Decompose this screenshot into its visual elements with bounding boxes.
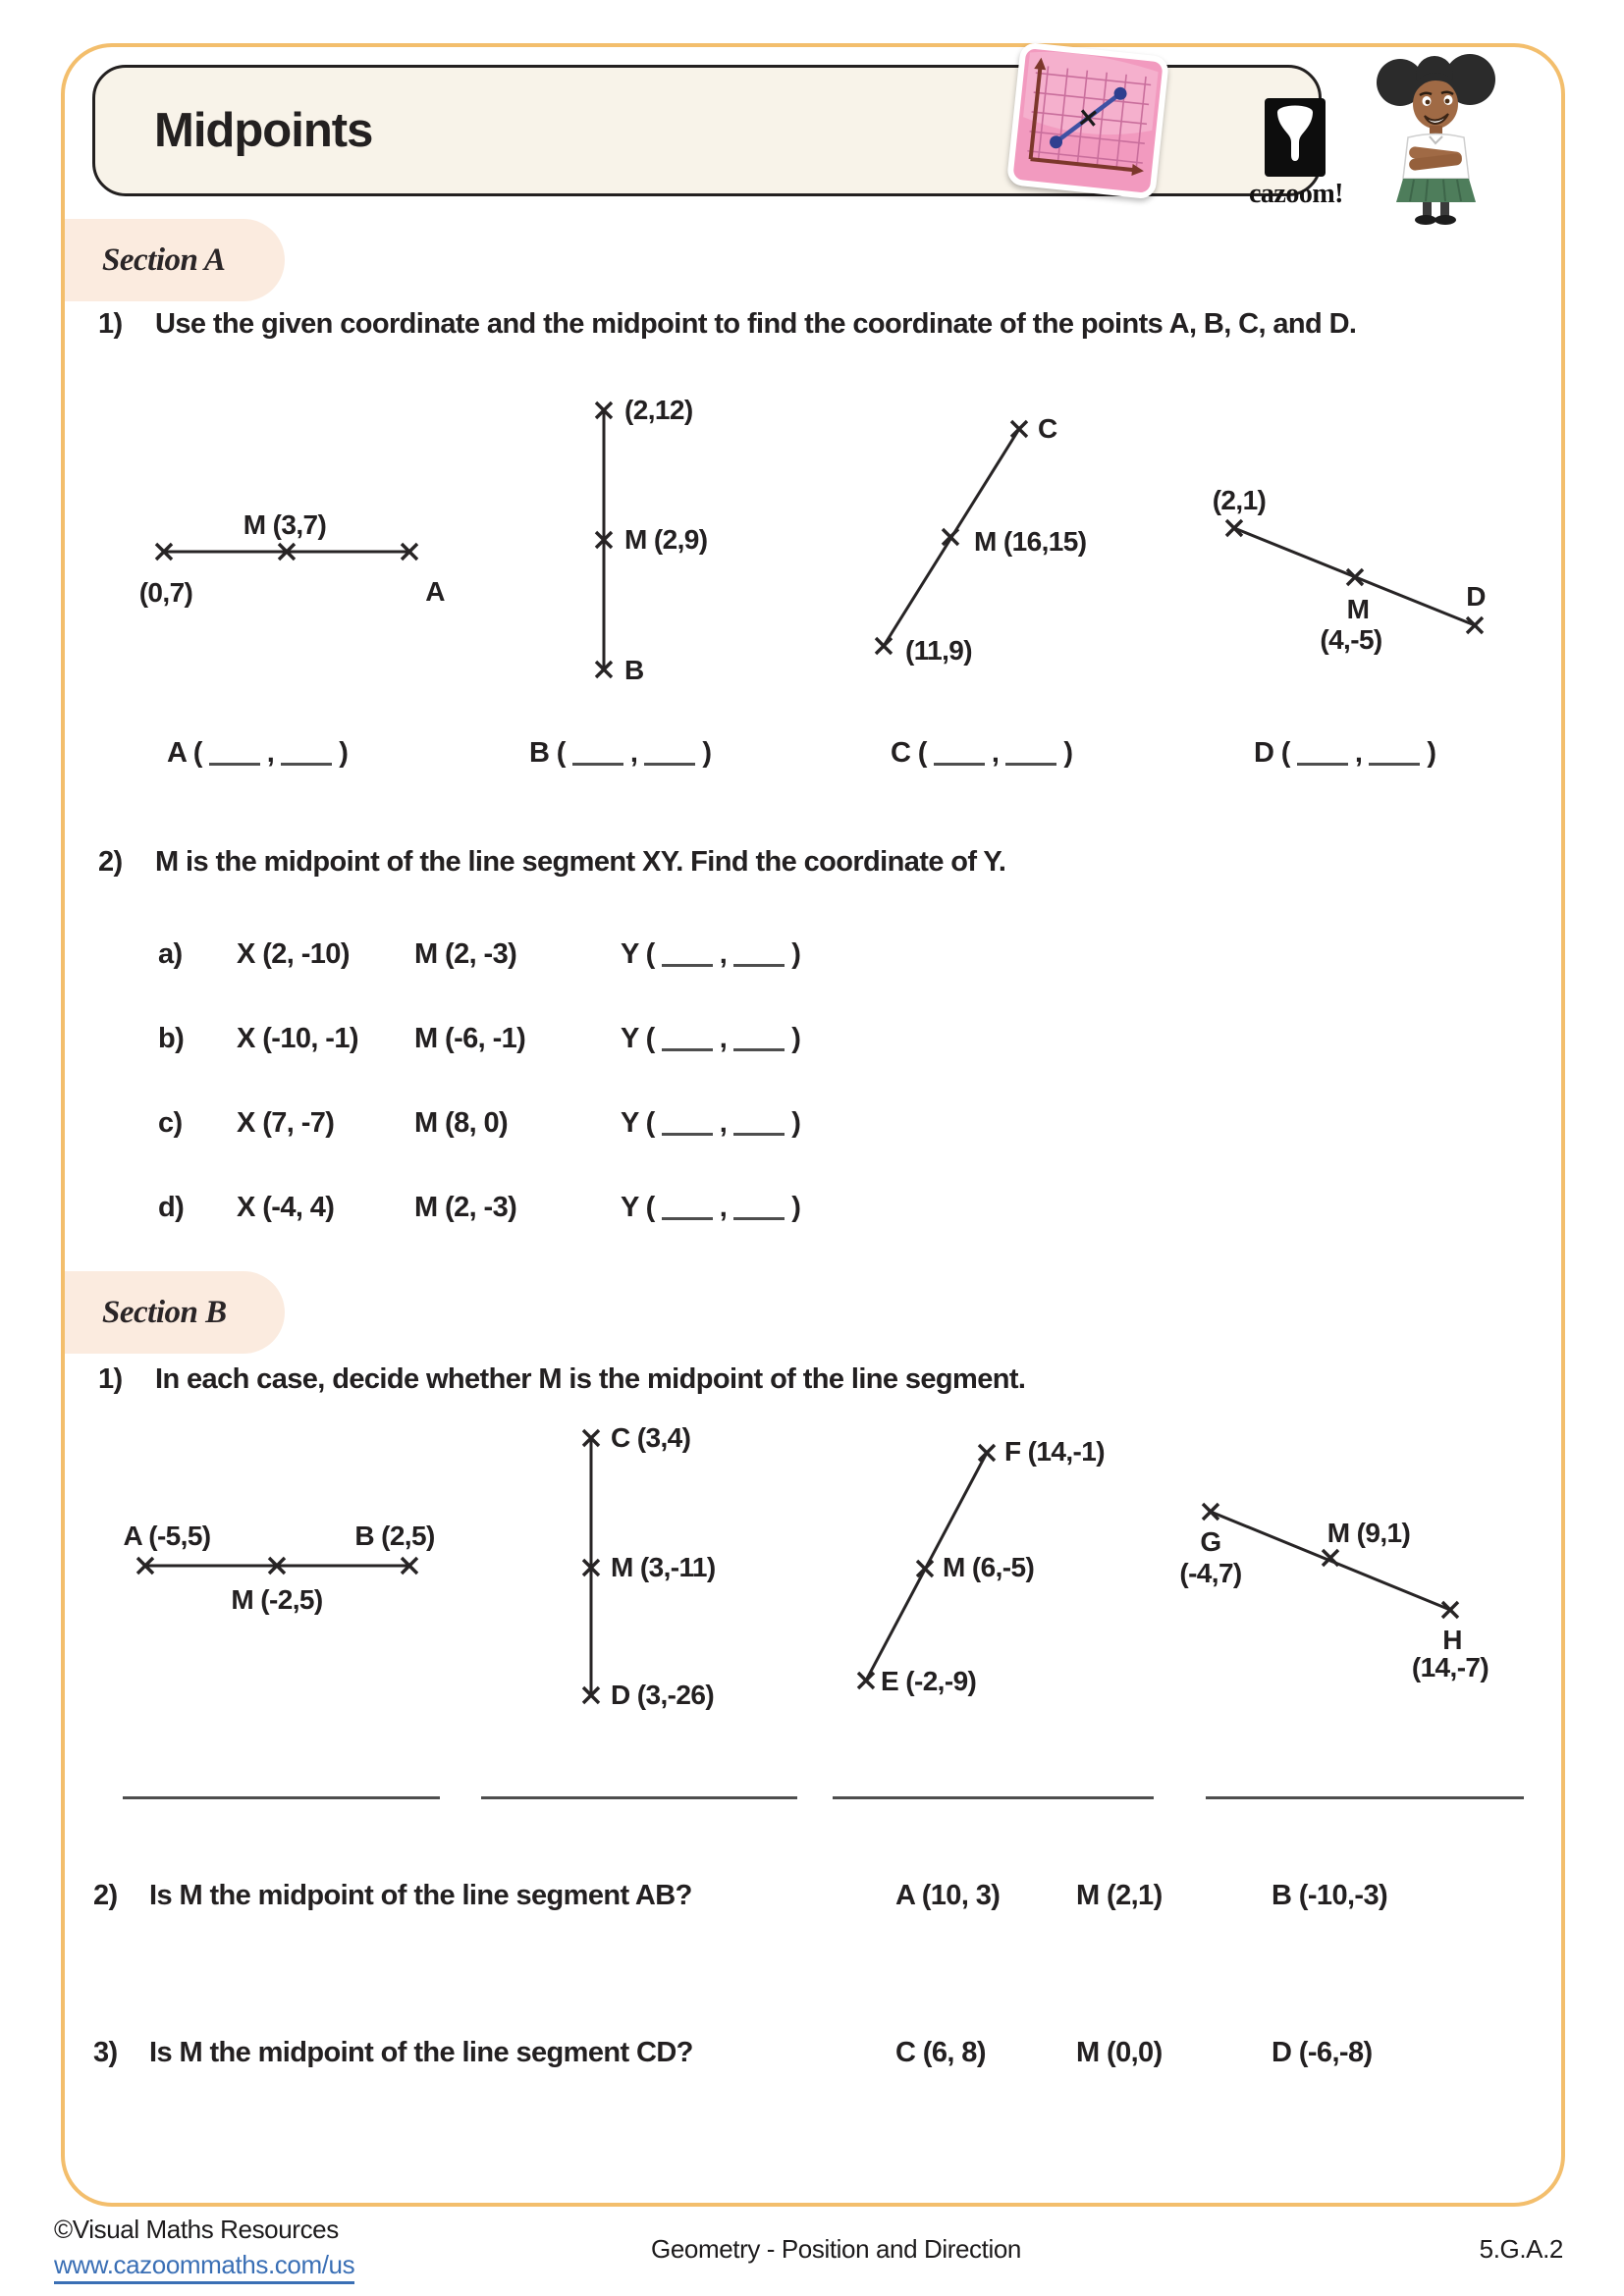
point-label: A (-5,5)	[123, 1521, 211, 1551]
answer-line[interactable]	[481, 1796, 797, 1799]
answer-b-prefix: B (	[529, 737, 566, 769]
answer-b	[529, 738, 711, 770]
row-m: M (-6, -1)	[414, 1023, 526, 1054]
point-label: M (2,9)	[624, 524, 708, 555]
y-comma: ,	[719, 1107, 728, 1139]
qa2-prompt: M is the midpoint of the line segment XY. Find the coordinate of Y.	[155, 846, 1006, 878]
point-label: E (-2,-9)	[881, 1666, 977, 1696]
point-label: B (2,5)	[354, 1521, 435, 1551]
row-letter: c)	[158, 1107, 183, 1139]
answer-blank[interactable]	[733, 1113, 785, 1136]
diagram-a2-svg	[550, 388, 884, 692]
row-letter: b)	[158, 1023, 185, 1054]
y-close: )	[791, 1107, 801, 1139]
answer-blank[interactable]	[1297, 743, 1348, 766]
point-label: H	[1442, 1625, 1462, 1655]
point-label: C	[1038, 413, 1057, 444]
point-label: A	[425, 576, 445, 607]
answer-comma: ,	[991, 737, 1000, 769]
section-b-badge	[65, 1271, 285, 1354]
row-x: X (-10, -1)	[237, 1023, 358, 1054]
y-comma: ,	[719, 1192, 728, 1223]
answer-blank[interactable]	[209, 743, 260, 766]
point-label: (14,-7)	[1411, 1652, 1489, 1682]
diagram-a4	[1198, 481, 1532, 667]
row-m: M (8, 0)	[414, 1107, 509, 1139]
point-label: (0,7)	[138, 577, 193, 608]
diagram-b3	[835, 1423, 1188, 1708]
point-label: M (6,-5)	[943, 1552, 1035, 1582]
section-a-badge	[65, 219, 285, 301]
answer-blank[interactable]	[934, 743, 985, 766]
answer-blank[interactable]	[644, 743, 695, 766]
answer-line[interactable]	[833, 1796, 1154, 1799]
midpoint-graph-icon	[1006, 41, 1169, 199]
y-prefix: Y (	[621, 1192, 655, 1223]
y-comma: ,	[719, 1023, 728, 1054]
qb3-point-d: D (-6,-8)	[1272, 2037, 1373, 2068]
answer-blank[interactable]	[662, 1029, 713, 1051]
row-m: M (2, -3)	[414, 938, 517, 970]
answer-comma: ,	[629, 737, 638, 769]
point-label: (2,1)	[1212, 485, 1267, 515]
qb3-point-c: C (6, 8)	[895, 2037, 986, 2068]
point-label: D (3,-26)	[611, 1680, 715, 1710]
diagram-a3	[844, 398, 1178, 682]
section-a-label: Section A	[102, 241, 226, 278]
y-close: )	[791, 1023, 801, 1054]
point-label: C (3,4)	[611, 1422, 691, 1453]
answer-comma: ,	[1354, 737, 1363, 769]
point-label: B	[624, 655, 644, 685]
answer-blank[interactable]	[662, 944, 713, 967]
answer-blank[interactable]	[1005, 743, 1056, 766]
y-prefix: Y (	[621, 938, 655, 970]
y-close: )	[791, 938, 801, 970]
answer-a-prefix: A (	[167, 737, 202, 769]
answer-d-prefix: D (	[1254, 737, 1290, 769]
qb3-number: 3)	[93, 2037, 118, 2068]
answer-blank[interactable]	[572, 743, 623, 766]
point-label: M (9,1)	[1326, 1518, 1411, 1548]
point-label: M	[1346, 594, 1370, 624]
diagram-b4	[1178, 1472, 1532, 1698]
qa1-prompt: Use the given coordinate and the midpoint to find the coordinate of the points A, B, C, and D.	[155, 308, 1357, 340]
answer-close: )	[1427, 737, 1436, 769]
point-label: M (3,7)	[243, 509, 327, 540]
diagram-a1	[98, 471, 471, 618]
point-label: D	[1466, 581, 1486, 612]
row-y	[621, 939, 800, 971]
answer-c	[891, 738, 1072, 770]
answer-blank[interactable]	[733, 1198, 785, 1220]
answer-blank[interactable]	[733, 1029, 785, 1051]
page-title: Midpoints	[154, 104, 373, 157]
footer-standard-code: 5.G.A.2	[1479, 2234, 1563, 2264]
qb2-prompt: Is M the midpoint of the line segment AB?	[149, 1880, 692, 1911]
answer-close: )	[702, 737, 712, 769]
row-y	[621, 1108, 800, 1140]
row-x: X (-4, 4)	[237, 1192, 335, 1223]
answer-comma: ,	[266, 737, 275, 769]
answer-c-prefix: C (	[891, 737, 927, 769]
qb2-point-a: A (10, 3)	[895, 1880, 1001, 1911]
qb1-number: 1)	[98, 1363, 123, 1395]
footer-center-text: Geometry - Position and Direction	[651, 2234, 1021, 2264]
answer-blank[interactable]	[1369, 743, 1420, 766]
point-label: M (3,-11)	[611, 1552, 716, 1582]
cazoom-logo	[1265, 98, 1326, 177]
row-x: X (7, -7)	[237, 1107, 335, 1139]
qb2-number: 2)	[93, 1880, 118, 1911]
answer-blank[interactable]	[662, 1198, 713, 1220]
cazoom-logo-text: cazoom!	[1248, 179, 1343, 209]
row-x: X (2, -10)	[237, 938, 350, 970]
y-comma: ,	[719, 938, 728, 970]
diagram-a2	[550, 388, 884, 692]
answer-close: )	[339, 737, 349, 769]
answer-blank[interactable]	[733, 944, 785, 967]
point-label: G	[1200, 1526, 1221, 1557]
qa1-number: 1)	[98, 308, 123, 340]
row-y	[621, 1193, 800, 1224]
answer-blank[interactable]	[662, 1113, 713, 1136]
diagram-b1	[88, 1502, 471, 1629]
point-label: (11,9)	[905, 635, 972, 666]
point-label: (2,12)	[624, 395, 693, 425]
answer-a	[167, 738, 348, 770]
row-m: M (2, -3)	[414, 1192, 517, 1223]
qb2-point-m: M (2,1)	[1076, 1880, 1163, 1911]
qb3-point-m: M (0,0)	[1076, 2037, 1163, 2068]
point-label: M (16,15)	[974, 526, 1087, 557]
section-b-label: Section B	[102, 1294, 227, 1330]
answer-d	[1254, 738, 1435, 770]
point-label: M (-2,5)	[231, 1584, 323, 1615]
answer-line[interactable]	[1206, 1796, 1524, 1799]
qa2-number: 2)	[98, 846, 123, 878]
midpoint-graph-icon-svg	[1012, 48, 1163, 193]
answer-close: )	[1063, 737, 1073, 769]
answer-blank[interactable]	[281, 743, 332, 766]
y-close: )	[791, 1192, 801, 1223]
y-prefix: Y (	[621, 1107, 655, 1139]
footer-url-link[interactable]: www.cazoommaths.com/us	[54, 2250, 354, 2284]
point-label: (-4,7)	[1179, 1558, 1242, 1588]
point-label: (4,-5)	[1320, 624, 1382, 655]
qb3-prompt: Is M the midpoint of the line segment CD?	[149, 2037, 693, 2068]
row-letter: a)	[158, 938, 183, 970]
footer-copyright: ©Visual Maths Resources	[54, 2215, 339, 2244]
y-prefix: Y (	[621, 1023, 655, 1054]
point-label: F (14,-1)	[1004, 1436, 1105, 1467]
qb2-point-b: B (-10,-3)	[1272, 1880, 1388, 1911]
cazoom-drum-icon	[1265, 98, 1326, 177]
student-character-illustration	[1373, 51, 1500, 226]
answer-line[interactable]	[123, 1796, 440, 1799]
row-y	[621, 1024, 800, 1055]
qb1-prompt: In each case, decide whether M is the midpoint of the line segment.	[155, 1363, 1026, 1395]
row-letter: d)	[158, 1192, 185, 1223]
